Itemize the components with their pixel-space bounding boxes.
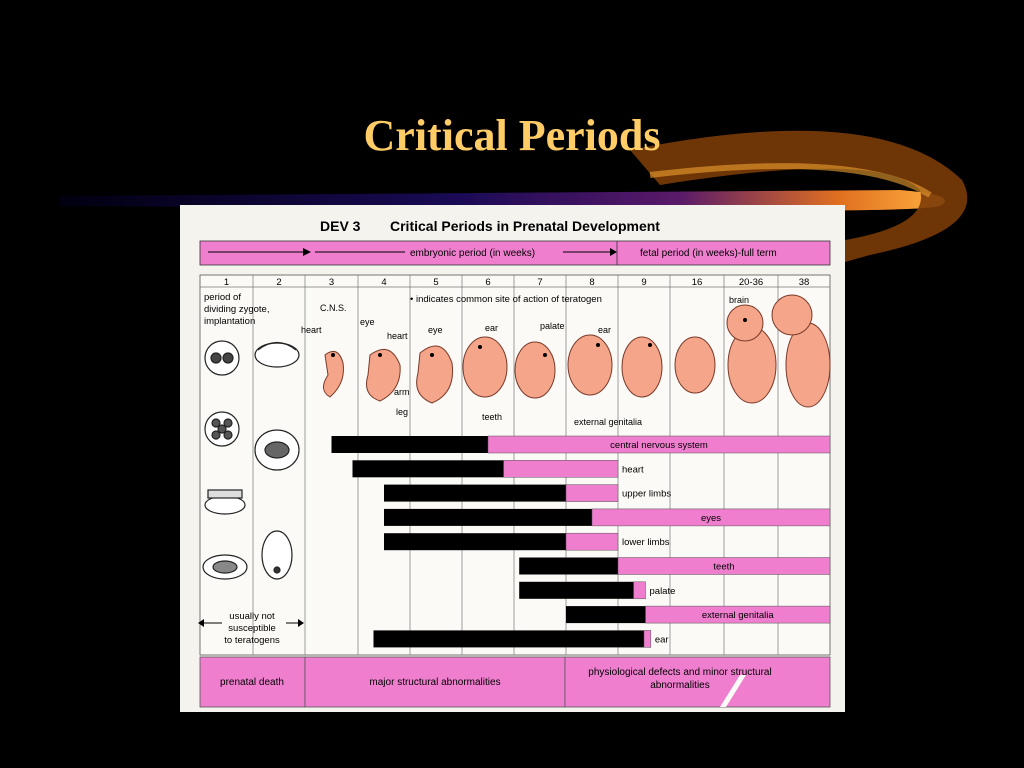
week-label: 7 — [537, 277, 543, 288]
bar-label-2: upper limbs — [622, 488, 672, 500]
week-label: 38 — [798, 277, 810, 288]
fetal-period-label: fetal period (in weeks)-full term — [640, 248, 777, 259]
bar-label-7: external genitalia — [701, 610, 774, 622]
annotation-brain: brain — [729, 295, 750, 305]
bar-label-5: teeth — [713, 561, 735, 573]
bar-black-2 — [384, 485, 566, 502]
annotation-eye-week4: eye — [360, 317, 375, 327]
week-label: 3 — [328, 277, 335, 288]
svg-text:usually notsusceptibleto terat: usually not susceptible to teratogens — [224, 611, 280, 646]
bar-black-0 — [332, 436, 489, 453]
critical-periods-figure — [180, 205, 845, 712]
bar-label-3: eyes — [700, 512, 722, 524]
major-abnormalities-label: major structural abnormalities — [369, 677, 501, 688]
week-label: 6 — [485, 277, 491, 288]
annotation-cns: C.N.S. — [320, 303, 347, 313]
bar-label-1: heart — [622, 464, 644, 476]
annotation-heart-week5: heart — [387, 331, 408, 341]
bar-black-7 — [566, 606, 646, 623]
week-label: 2 — [276, 277, 282, 288]
week-label: 20-36 — [738, 277, 764, 288]
teratogen-note: • indicates common site of action of teratogen — [410, 294, 602, 305]
slide-title: Critical Periods — [363, 111, 661, 160]
bar-label-8: ear — [654, 634, 669, 646]
annotation-leg: leg — [396, 407, 409, 417]
bar-label-6: palate — [649, 585, 676, 597]
bar-black-3 — [384, 509, 592, 526]
bar-pink-1 — [504, 460, 618, 477]
bar-pink-4 — [566, 533, 618, 550]
annotation-ear-week6: ear — [485, 323, 499, 333]
annotation-palate: palate — [540, 321, 565, 331]
bar-black-5 — [519, 558, 618, 575]
outcome-bands — [200, 657, 830, 707]
bar-black-6 — [519, 582, 633, 599]
week-label: 16 — [691, 277, 703, 288]
bar-black-8 — [374, 630, 645, 647]
physiological-defects-label: physiological defects and minor structural abnormalities — [588, 667, 772, 691]
annotation-arm: arm — [394, 387, 410, 397]
week-label: 5 — [433, 277, 439, 288]
bar-pink-2 — [566, 485, 618, 502]
bar-black-4 — [384, 533, 566, 550]
figure-code: DEV 3 — [320, 218, 361, 234]
figure-title: Critical Periods in Prenatal Development — [390, 218, 660, 234]
annotation-ear-week8: ear — [598, 325, 612, 335]
bar-pink-8 — [644, 630, 651, 647]
week-label: 8 — [589, 277, 595, 288]
annotation-heart-week4: heart — [301, 325, 322, 335]
annotation-eye-week5: eye — [428, 325, 443, 335]
bar-pink-6 — [634, 582, 646, 599]
prenatal-death-label: prenatal death — [220, 677, 284, 688]
bar-black-1 — [353, 460, 504, 477]
annotation-teeth: teeth — [482, 412, 503, 422]
week-label: 1 — [223, 277, 230, 288]
bar-label-4: lower limbs — [622, 537, 670, 549]
embryonic-period-label: embryonic period (in weeks) — [410, 248, 536, 259]
week-label: 9 — [641, 277, 647, 288]
zygote-note: period of dividing zygote, implantation — [204, 292, 270, 327]
bar-label-0: central nervous system — [610, 440, 708, 451]
week-label: 4 — [381, 277, 387, 288]
annotation-external-genitalia: external genitalia — [574, 417, 643, 427]
